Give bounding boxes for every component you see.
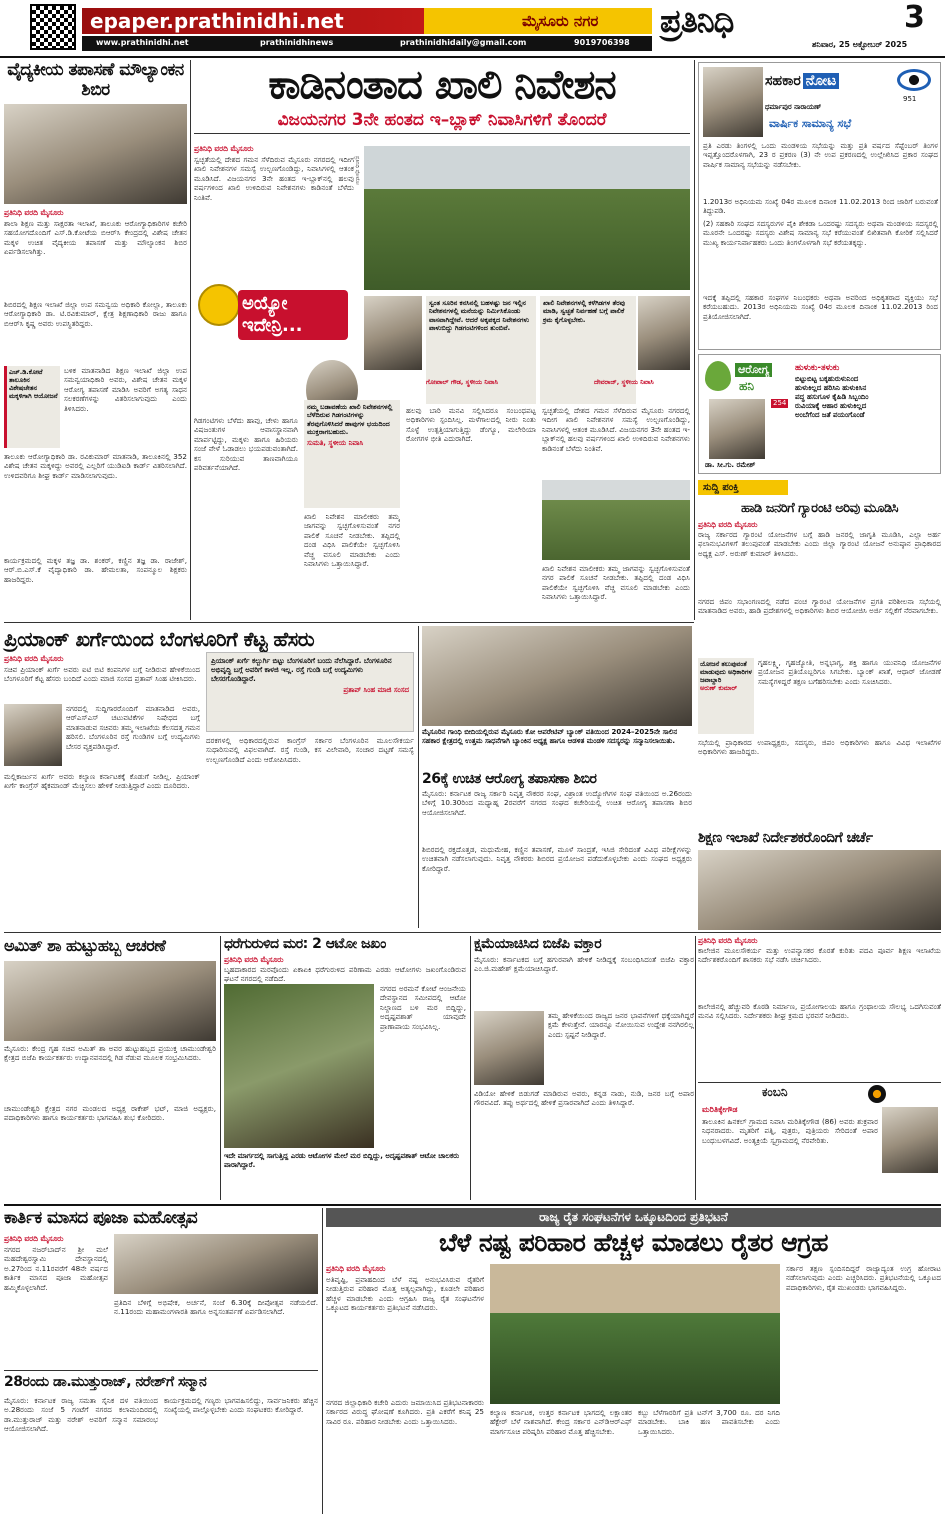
column-heading: ವಾರ್ಷಿಕ ಸಾಮಾನ್ಯ ಸಭೆ: [769, 117, 852, 130]
tree-photo-caption: ಇದೇ ಮಾರ್ಗದಲ್ಲಿ ಸಾಗುತ್ತಿದ್ದ ಎರಡು ಆಟೋಗಳ ಮೇಲೆ ಮರ ಬಿದ್ದಿದ್ದು, ಅದೃಷ್ಟವಶಾತ್ ಆಟೋ ಚಾಲಕರು ಪಾರಾಗಿದ್ದಾರೆ.: [224, 1152, 460, 1169]
quote1-name: ಗೋಪಾಲ್ ಗೌಡ, ಸ್ಥಳೀಯ ನಿವಾಸಿ: [426, 378, 498, 386]
col-rule-7: [322, 1208, 323, 1514]
education-p1: ಕಾಲೇಜಿನ ಮೂಲಸೌಕರ್ಯ ಮತ್ತು ಉಪನ್ಯಾಸಕರ ಕೊರತೆ ಕುರಿತು ಪದವಿ ಪೂರ್ವ ಶಿಕ್ಷಣ ಇಲಾಖೆಯ ನಿರ್ದೇಶಕರೊಂದಿಗೆ ಶಾಸಕರು ಸಭೆ ನಡೆಸಿ ಚರ್ಚಿಸಿದರು.: [698, 946, 941, 965]
honour-p1: ಮೈಸೂರು: ಕರ್ನಾಟಕ ರಾಜ್ಯ ಸಮತಾ ಸೈನಿಕ ದಳ ವತಿಯಿಂದ ಅ.28ರಂದು ಸಂಜೆ 5 ಗಂಟೆಗೆ ನಗರದ ಕಲಾಮಂದಿರದಲ್ಲಿ ಡಾ.ಮುತ್ತುರಾಜ್ ಮತ್ತು ನರೇಶ್ ಅವರಿಗೆ ಸನ್ಮಾನ ಸಮಾರಂಭ ಆಯೋಜಿಸಲಾಗಿದೆ.: [4, 1396, 158, 1434]
health-camp-story: [4, 60, 187, 620]
health-camp-p4: ತಾಲೂಕು ಆರೋಗ್ಯಾಧಿಕಾರಿ ಡಾ. ರವಿಕುಮಾರ್ ಮಾತನಾಡಿ, ತಾಲೂಕಿನಲ್ಲಿ 352 ವಿಶೇಷ ಚೇತನ ಮಕ್ಕಳಿದ್ದು ಅವರಲ್ಲಿ ಎಲ್ಲರಿಗೆ ಯುಡಿಐಡಿ ಕಾರ್ಡ್ ವಿತರಿಸಲಾಗಿದೆ. ಉಳಿದವರಿಗೂ ಶೀಘ್ರ ಕಾರ್ಡ್ ಮಾಡಿಸಲಾಗುವುದು.: [4, 452, 187, 480]
main-byline: ಪ್ರತಿನಿಧಿ ವರದಿ ಮೈಸೂರು: [194, 144, 254, 153]
newspaper-logo: ಪ್ರತಿನಿಧಿ: [660, 2, 734, 40]
priyank-quote-name: ಪ್ರತಾಪ್ ಸಿಂಹ ಮಾಜಿ ಸಂಸದ: [343, 686, 409, 694]
farmers-p2: ನಗರದ ಜಿಲ್ಲಾಧಿಕಾರಿ ಕಚೇರಿ ಎದುರು ಜಮಾಯಿಸಿದ ಪ್ರತಿಭಟನಾಕಾರರು ಸರ್ಕಾರದ ವಿರುದ್ಧ ಘೋಷಣೆ ಕೂಗಿದರು. ಪ್ರತಿ ಎಕರೆಗೆ ಕನಿಷ್ಠ 25 ಸಾವಿರ ರೂ. ಪರಿಹಾರ ನೀಡಬೇಕು ಎಂದು ಒತ್ತಾಯಿಸಿದರು.: [326, 1398, 484, 1426]
health-title-b: ಹನಿ: [739, 379, 754, 393]
tree-p2: ನಗರದ ಅರಮನೆ ಕೋಟೆ ಆಂಜನೇಯ ದೇವಸ್ಥಾನದ ಸಮೀಪದಲ್ಲಿ ಆಟೋ ನಿಲ್ದಾಣದ ಬಳಿ ಮರ ಬಿದ್ದಿದ್ದು, ಅದೃಷ್ಟವಶಾತ್ ಯಾವುದೇ ಪ್ರಾಣಾಪಾಯ ಸಂಭವಿಸಿಲ್ಲ.: [380, 984, 466, 1031]
farmers-kicker: ರಾಜ್ಯ ರೈತ ಸಂಘಟನೆಗಳ ಒಕ್ಕೂಟದಿಂದ ಪ್ರತಿಭಟನೆ: [326, 1208, 941, 1227]
health-camp-quote-box: [4, 366, 60, 448]
health-title-a: ಆರೋಗ್ಯ: [735, 363, 772, 377]
edition-label: ಮೈಸೂರು ನಗರ: [522, 12, 599, 30]
photo-story: [422, 626, 692, 928]
site-url[interactable]: epaper.prathinidhi.net: [90, 9, 344, 33]
health-camp-photo: [4, 104, 187, 204]
quote3-name: ಸುಮತಿ, ಸ್ಥಳೀಯ ನಿವಾಸಿ: [307, 438, 364, 447]
column-title-b: ನೋಟ: [803, 73, 839, 89]
quote2-box: [540, 296, 636, 404]
eye-icon: [897, 69, 931, 91]
fallen-tree-photo: [224, 984, 374, 1148]
main-headline: ಕಾಡಿನಂತಾದ ಖಾಲಿ ನಿವೇಶನ: [268, 62, 616, 108]
news-brief-label: ಸುದ್ದಿ ಪಂಕ್ತಿ: [698, 480, 788, 495]
health-author: ಡಾ. ಸೀ.ಗು. ರಮೇಶ್: [705, 461, 756, 469]
amit-shah-story: [4, 936, 216, 1200]
verse-line-2: ಹುಳುಕಿಲ್ಲದ ಹರಿಸಿನಿ ಹುಳುಕಿಸಿನ: [795, 384, 867, 392]
amit-shah-photo: [4, 961, 216, 1041]
kambani-text: ತಾಲೂಕಿನ ಹಿನಕಲ್ ಗ್ರಾಮದ ನಿವಾಸಿ ಮರಿತಿಕ್ಕೇಗೌಡ (86) ಅವರು ಶುಕ್ರವಾರ ನಿಧನರಾದರು. ಮೃತರಿಗೆ ಪತ್ನಿ, ಪುತ್ರರು, ಪುತ್ರಿಯರು ಸೇರಿದಂತೆ ಅಪಾರ ಬಂಧುಬಳಗವಿದೆ. ಅಂತ್ಯಕ್ರಿಯೆ ಸ್ವಗ್ರಾಮದಲ್ಲಿ ನೆರವೇರಿತು.: [702, 1117, 878, 1145]
verse-line-3: ಪದ್ಧ ಹಸುಗೂಳ ಕೈಹಿಡಿ ಸಿಬ್ಬಂದಿಂ: [795, 393, 869, 401]
verse-line-4: ರುವಿಯಾಕ್ಕೆ ಆಹಾರ ಹುಳುಕಿಲ್ಲದ: [795, 402, 867, 410]
verse-line-1: ಬಿಟ್ಟುಬಿಟ್ಟ ಬಕ್ಕಹುರುಳುನಿಂದ: [795, 375, 859, 383]
main-p3: ಖಾಲಿ ನಿವೇಶನ ಮಾಲೀಕರು ತಮ್ಮ ಜಾಗವನ್ನು ಸ್ವಚ್ಛಗೊಳಿಸುವಂತೆ ನಗರ ಪಾಲಿಕೆ ಸೂಚನೆ ನೀಡಬೇಕು. ತಪ್ಪಿದಲ್ಲಿ ದಂಡ ವಿಧಿಸಿ ಪಾಲಿಕೆಯೇ ಸ್ವಚ್ಛಗೊಳಿಸಿ ವೆಚ್ಚ ವಸೂಲಿ ಮಾಡಬೇಕು ಎಂದು ನಿವಾಸಿಗಳು ಒತ್ತಾಯಿಸಿದ್ದಾರೆ.: [304, 512, 400, 569]
farmers-p3: ಕಲ್ಯಾಣ ಕರ್ನಾಟಕ, ಉತ್ತರ ಕರ್ನಾಟಕ ಭಾಗದಲ್ಲಿ ಲಕ್ಷಾಂತರ ಹೆಕ್ಟೇರ್ ಬೆಳೆ ನಾಶವಾಗಿದೆ. ಕೇಂದ್ರ ಸರ್ಕಾರ ಎನ್‌ಡಿಆರ್‌ಎಫ್ ಮಾರ್ಗಸೂಚಿ ಪರಿಷ್ಕರಿಸಿ ಪರಿಹಾರ ಮೊತ್ತ ಹೆಚ್ಚಿಸಬೇಕು.: [490, 1408, 632, 1436]
bank-felicitation-photo: [422, 626, 692, 726]
health-camp-byline: ಪ್ರತಿನಿಧಿ ವರದಿ ಮೈಸೂರು: [4, 208, 64, 217]
education-headline: ಶಿಕ್ಷಣ ಇಲಾಖೆ ನಿರ್ದೇಶಕರೊಂದಿಗೆ ಚರ್ಚೆ: [698, 830, 873, 846]
bank-photo-caption: ಮೈಸೂರಿನ ಗಾಂಧಿ ಬೀದಿಯಲ್ಲಿರುವ ಮೈಸೂರು ಕೋ ಆಪರೇಟಿವ್ ಬ್ಯಾಂಕ್ ವತಿಯಿಂದ 2024–2025ನೇ ಸಾಲಿನ ಸಹಕಾರ ಕ್ಷೇತ್ರದಲ್ಲಿ ಉತ್ತಮ ಸಾಧನೆಗಾಗಿ ಬ್ಯಾಂಕಿನ ಅಧ್ಯಕ್ಷ ಹಾಗೂ ಆಡಳಿತ ಮಂಡಳಿ ಸದಸ್ಯರನ್ನು ಸನ್ಮಾನಿಸಲಾಯಿತು.: [422, 728, 678, 745]
edition-date: ಶನಿವಾರ, 25 ಅಕ್ಟೋಬರ್ 2025: [812, 40, 908, 49]
education-p2: ಕಾಲೇಜಿನಲ್ಲಿ ಹೆಚ್ಚುವರಿ ಕೊಠಡಿ ನಿರ್ಮಾಣ, ಪ್ರಯೋಗಾಲಯ ಹಾಗೂ ಗ್ರಂಥಾಲಯ ಸೌಲಭ್ಯ ಒದಗಿಸುವಂತೆ ಮನವಿ ಸಲ್ಲಿಸಿದರು. ನಿರ್ದೇಶಕರು ಶೀಘ್ರ ಕ್ರಮದ ಭರವಸೆ ನೀಡಿದರು.: [698, 1002, 941, 1021]
health-heading: ಹುಳುಕು-ತಳುಕು: [795, 363, 840, 373]
news-brief-byline: ಪ್ರತಿನಿಧಿ ವರದಿ ಮೈಸೂರು: [698, 520, 758, 529]
row5-rule: [4, 1370, 318, 1371]
quote2-name: ದೇವರಾಜ್, ಸ್ಥಳೀಯ ನಿವಾಸಿ: [594, 378, 654, 386]
column-p3: (2) ಸಹಕಾರಿ ಸಂಘದ ಸದಸ್ಯರುಗಳ ಪೈಕಿ ಶೇಕಡಾ ಒಂದರಷ್ಟು ಸದಸ್ಯರು ಅಥವಾ ಮಂಡಳಿಯ ಸದಸ್ಯರಲ್ಲಿ ಮೂರನೇ ಒಂದರಷ್ಟು ಸದಸ್ಯರು ವಿಶೇಷ ಸಾಮಾನ್ಯ ಸಭೆ ಕರೆಯುವಂತೆ ಲಿಖಿತವಾಗಿ ಕೋರಿಕೆ ಸಲ್ಲಿಸಿದರೆ ಮುಖ್ಯ ಕಾರ್ಯನಿರ್ವಾಹಕರು ಒಂದು ತಿಂಗಳೊಳಗಾಗಿ ಸಭೆ ಕರೆಯತಕ್ಕದ್ದು.: [703, 219, 938, 247]
columnist-name: ಧರ್ಮಾಪುರ ನಾರಾಯಣ್: [765, 103, 822, 111]
farmers-protest-photo: [490, 1264, 780, 1404]
main-p5: ಸ್ವಚ್ಛತೆಯಲ್ಲಿ ದೇಶದ ಗಮನ ಸೆಳೆದಿರುವ ಮೈಸೂರು ನಗರದಲ್ಲಿ ಇದೀಗ ಖಾಲಿ ನಿವೇಶನಗಳ ಸಮಸ್ಯೆ ಉಲ್ಬಣಗೊಂಡಿದ್ದು, ನಿವಾಸಿಗಳಲ್ಲಿ ಆತಂಕ ಮೂಡಿಸಿದೆ. ವಿಜಯನಗರ 3ನೇ ಹಂತದ ಇ-ಬ್ಲಾಕ್‌ನಲ್ಲಿ ಹಲವು ವರ್ಷಗಳಿಂದ ಖಾಲಿ ಉಳಿದಿರುವ ನಿವೇಶನಗಳು ಕಾಡಿನಂತೆ ಬೆಳೆದು ನಿಂತಿವೆ.: [542, 406, 690, 453]
news-brief-p1: ರಾಜ್ಯ ಸರ್ಕಾರದ ಗ್ಯಾರಂಟಿ ಯೋಜನೆಗಳ ಬಗ್ಗೆ ಹಾಡಿ ಜನರಲ್ಲಿ ಜಾಗೃತಿ ಮೂಡಿಸಿ, ಎಲ್ಲಾ ಅರ್ಹ ಫಲಾನುಭವಿಗಳಿಗೆ ತಲುಪುವಂತೆ ಮಾಡಬೇಕು ಎಂದು ಜಿಲ್ಲಾ ಗ್ಯಾರಂಟಿ ಯೋಜನೆ ಅನುಷ್ಠಾನ ಪ್ರಾಧಿಕಾರದ ಅಧ್ಯಕ್ಷ ಎಸ್. ಅರುಣ್ ಕುಮಾರ್ ತಿಳಿಸಿದರು.: [698, 530, 941, 558]
main-p6: ಖಾಲಿ ನಿವೇಶನ ಮಾಲೀಕರು ತಮ್ಮ ಜಾಗವನ್ನು ಸ್ವಚ್ಛಗೊಳಿಸುವಂತೆ ನಗರ ಪಾಲಿಕೆ ಸೂಚನೆ ನೀಡಬೇಕು. ತಪ್ಪಿದಲ್ಲಿ ದಂಡ ವಿಧಿಸಿ ಪಾಲಿಕೆಯೇ ಸ್ವಚ್ಛಗೊಳಿಸಿ ವೆಚ್ಚ ವಸೂಲಿ ಮಾಡಬೇಕು ಎಂದು ನಿವಾಸಿಗಳು ಒತ್ತಾಯಿಸಿದ್ದಾರೆ.: [542, 564, 690, 602]
column-number: 951: [903, 95, 917, 103]
col-rule-1: [190, 60, 191, 620]
news-brief-p4: ಸಭೆಯಲ್ಲಿ ಪ್ರಾಧಿಕಾರದ ಉಪಾಧ್ಯಕ್ಷರು, ಸದಸ್ಯರು, ಜಿಪಂ ಅಧಿಕಾರಿಗಳು ಹಾಗೂ ವಿವಿಧ ಇಲಾಖೆಗಳ ಅಧಿಕಾರಿಗಳು ಹಾಜರಿದ್ದರು.: [698, 738, 941, 757]
health-author-photo: [709, 399, 765, 459]
honour-p2: ಕಾರ್ಯಕ್ರಮದಲ್ಲಿ ಗಣ್ಯರು ಭಾಗವಹಿಸಲಿದ್ದು, ಸಾರ್ವಜನಿಕರು ಹೆಚ್ಚಿನ ಸಂಖ್ಯೆಯಲ್ಲಿ ಪಾಲ್ಗೊಳ್ಳಬೇಕು ಎಂದು ಸಂಘಟಕರು ಕೋರಿದ್ದಾರೆ.: [164, 1396, 318, 1415]
column-title: [765, 73, 839, 89]
health-camp-p2: ಶಿಬಿರದಲ್ಲಿ ಶಿಕ್ಷಣ ಇಲಾಖೆ ಜಿಲ್ಲಾ ಉಪ ಸಮನ್ವಯ ಅಧಿಕಾರಿ ಕೋಲ್ಲಾ, ತಾಲೂಕು ಆರೋಗ್ಯಾಧಿಕಾರಿ ಡಾ. ಟಿ.ರವಿಕುಮಾರ್, ಕ್ಷೇತ್ರ ಶಿಕ್ಷಣಾಧಿಕಾರಿ ರಾಜು ಹಾಗೂ ಬಿಆರ್‌ಸಿ ಕೃಷ್ಣ ಅವರು ಉಪಸ್ಥಿತರಿದ್ದರು.: [4, 300, 187, 328]
education-story: [698, 830, 941, 934]
masthead: [0, 0, 945, 56]
priyank-byline: ಪ್ರತಿನಿಧಿ ವರದಿ ಮೈಸೂರು: [4, 654, 64, 663]
bjp-story: [474, 936, 694, 1200]
quote3-text: ನಮ್ಮ ಬಡಾವಣೆಯ ಖಾಲಿ ನಿವೇಶನಗಳಲ್ಲಿ ಬೆಳೆದಿರುವ ಗಿಡಗಂಟಿಗಳನ್ನು ತೆರವುಗೊಳಿಸಿದರೆ ಹಾವುಗಳ ಭಯದಿಂದ ಮುಕ್ತರಾಗಬಹುದು.: [307, 403, 393, 437]
quote2-text: ಖಾಲಿ ನಿವೇಶನಗಳಲ್ಲಿ ಕಳೆಗಿಡಗಳ ತೆರವು ಮಾಡಿ, ಸ್ವಚ್ಛತೆ ನಿರ್ವಹಣೆ ಬಗ್ಗೆ ಪಾಲಿಕೆ ಕ್ರಮ ಕೈಗೊಳ್ಳಬೇಕು.: [543, 299, 626, 324]
health-verse: [795, 375, 939, 420]
karthika-byline: ಪ್ರತಿನಿಧಿ ವರದಿ ಮೈಸೂರು: [4, 1234, 64, 1243]
bjp-spokesperson-photo: [474, 1011, 544, 1085]
honour-headline: 28ರಂದು ಡಾ.ಮುತ್ತುರಾಜ್, ನರೇಶ್‌ಗೆ ಸನ್ಮಾನ: [4, 1374, 207, 1390]
main-p2: ಗಿಡಗಂಟಿಗಳು ಬೆಳೆದು ಹಾವು, ಚೇಳು ಹಾಗೂ ವಿಷಜಂತುಗಳ ಆವಾಸಸ್ಥಾನವಾಗಿ ಮಾರ್ಪಟ್ಟಿದ್ದು, ಮಕ್ಕಳು ಹಾಗೂ ಹಿರಿಯರು ಸಂಜೆ ವೇಳೆ ಓಡಾಡಲು ಭಯಪಡುವಂತಾಗಿದೆ. ಕಸ ಸುರಿಯುವ ತಾಣವಾಗಿಯೂ ಪರಿವರ್ತನೆಯಾಗಿದೆ.: [194, 416, 298, 473]
qr-code-icon: [30, 4, 76, 50]
news-brief-p3: ಗೃಹಲಕ್ಷ್ಮಿ, ಗೃಹಜ್ಯೋತಿ, ಅನ್ನಭಾಗ್ಯ, ಶಕ್ತಿ ಹಾಗೂ ಯುವನಿಧಿ ಯೋಜನೆಗಳ ಪ್ರಯೋಜನ ಪ್ರತಿಯೊಬ್ಬರಿಗೂ ಸಿಗಬೇಕು. ಬ್ಯಾಂಕ್ ಖಾತೆ, ಆಧಾರ್ ಜೋಡಣೆ ಸಮಸ್ಯೆಗಳಿದ್ದರೆ ತಕ್ಷಣ ಬಗೆಹರಿಸಬೇಕು ಎಂದು ಸೂಚಿಸಿದರು.: [758, 658, 941, 686]
farmers-story: [326, 1208, 941, 1514]
row2-rule: [4, 622, 694, 623]
phone-number[interactable]: 9019706398: [574, 38, 630, 47]
row3-rule: [4, 932, 941, 933]
education-text: [698, 936, 941, 1076]
bjp-p3: ವಿಡಿಯೋ ಹೇಳಿಕೆ ಬಿಡುಗಡೆ ಮಾಡಿರುವ ಅವರು, ಕನ್ನಡ ನಾಡು, ನುಡಿ, ಜನರ ಬಗ್ಗೆ ಅಪಾರ ಗೌರವವಿದೆ. ತಪ್ಪು ಅರ್ಥದಲ್ಲಿ ಹೇಳಿಕೆ ಪ್ರಸಾರವಾಗಿದೆ ಎಂದು ತಿಳಿಸಿದ್ದಾರೆ.: [474, 1089, 694, 1108]
news-brief-p2: ನಗರದ ಜಿಪಂ ಸಭಾಂಗಣದಲ್ಲಿ ನಡೆದ ಪಂಚ ಗ್ಯಾರಂಟಿ ಯೋಜನೆಗಳ ಪ್ರಗತಿ ಪರಿಶೀಲನಾ ಸಭೆಯಲ್ಲಿ ಮಾತನಾಡಿದ ಅವರು, ಹಾಡಿ ಪ್ರದೇಶಗಳಲ್ಲಿ ಅಧಿಕಾರಿಗಳು ಶಿಬಿರ ಆಯೋಜಿಸಿ ಅರ್ಜಿ ಸಲ್ಲಿಕೆಗೆ ನೆರವಾಗಬೇಕು.: [698, 597, 941, 616]
web-address[interactable]: www.prathinidhi.net: [96, 38, 189, 47]
columnist-photo: [703, 67, 763, 137]
col-rule-3: [418, 626, 419, 928]
ayyo-sticker: [194, 280, 354, 360]
honour-story: [4, 1374, 318, 1514]
amit-shah-headline: ಅಮಿತ್ ಶಾ ಹುಟ್ಟುಹಬ್ಬ ಆಚರಣೆ: [4, 936, 166, 955]
col-rule-6: [695, 936, 696, 1200]
col-rule-2: [694, 60, 695, 620]
health-camp-p3: ಬಳಿಕ ಮಾತನಾಡಿದ ಶಿಕ್ಷಣ ಇಲಾಖೆ ಜಿಲ್ಲಾ ಉಪ ಸಮನ್ವಯಾಧಿಕಾರಿ ಅವರು, ವಿಶೇಷ ಚೇತನ ಮಕ್ಕಳ ಆರೋಗ್ಯ ತಪಾಸಣೆ ಮಾಡಿಸಿ ಅವರಿಗೆ ಅಗತ್ಯ ಸಾಧನ ಸಲಕರಣೆಗಳನ್ನು ವಿತರಿಸಲಾಗುವುದು ಎಂದು ತಿಳಿಸಿದರು.: [64, 366, 187, 413]
arogya-hani: [698, 354, 941, 474]
social-handle[interactable]: prathinidhinews: [260, 38, 334, 47]
tree-headline: ಧರೆಗುರುಳಿದ ಮರ: 2 ಆಟೋ ಜಖಂ: [224, 936, 386, 952]
news-brief-quote-box: [698, 658, 754, 734]
priyank-quote: ಪ್ರಿಯಾಂಕ್ ಖರ್ಗೆ ಕಲ್ಬುರ್ಗಿ ಬಿಟ್ಟು ಬೆಂಗಳೂರಿಗೆ ಬಂದು ನೆಲೆಸಿದ್ದಾರೆ. ಬೆಂಗಳೂರಿನ ಅಭಿವೃದ್ಧಿ ಬಗ್ಗೆ ಅವರಿಗೆ ಕಾಳಜಿ ಇಲ್ಲ. ರಸ್ತೆ ಗುಂಡಿ ಬಗ್ಗೆ ಉದ್ಯಮಿಗಳು ಬೇಸರಗೊಂಡಿದ್ದಾರೆ.: [211, 657, 392, 683]
main-photo-overgrown: [542, 480, 690, 560]
page-number: 3: [904, 0, 925, 35]
priyank-p3: ಮಲ್ಲಿಕಾರ್ಜುನ ಖರ್ಗೆ ಅವರು ಕಲ್ಯಾಣ ಕರ್ನಾಟಕಕ್ಕೆ ಕೊಡುಗೆ ನೀಡಿಲ್ಲ. ಪ್ರಿಯಾಂಕ್ ಖರ್ಗೆ ಕಾಂಗ್ರೆಸ್ ಹೈಕಮಾಂಡ್ ಮೆಚ್ಚಿಸಲು ಹೇಳಿಕೆ ನೀಡುತ್ತಿದ್ದಾರೆ ಎಂದು ದೂರಿದರು.: [4, 772, 200, 791]
tree-story: [224, 936, 466, 1200]
priyank-headline: ಪ್ರಿಯಾಂಕ್ ಖರ್ಗೆಯಿಂದ ಬೆಂಗಳೂರಿಗೆ ಕೆಟ್ಟ ಹೆಸರು: [4, 627, 315, 651]
main-story: [194, 60, 690, 620]
health-camp-p5: ಕಾರ್ಯಕ್ರಮದಲ್ಲಿ ಮಕ್ಕಳ ತಜ್ಞ ಡಾ. ಶಂಕರ್, ಕಣ್ಣಿನ ತಜ್ಞ ಡಾ. ರಾಜೇಶ್, ಆರ್.ಬಿ.ಎಸ್.ಕೆ ವೈದ್ಯಾಧಿಕಾರಿ ಡಾ. ಹೇಮಲತಾ, ಸಂಪನ್ಮೂಲ ಶಿಕ್ಷಕರು ಹಾಜರಿದ್ದರು.: [4, 556, 187, 584]
farmers-headline: ಬೆಳೆ ನಷ್ಟ ಪರಿಹಾರ ಹೆಚ್ಚಳ ಮಾಡಲು ರೈತರ ಆಗ್ರಹ: [439, 1228, 828, 1257]
main-p1: ಸ್ವಚ್ಛತೆಯಲ್ಲಿ ದೇಶದ ಗಮನ ಸೆಳೆದಿರುವ ಮೈಸೂರು ನಗರದಲ್ಲಿ ಇದೀಗ ಖಾಲಿ ನಿವೇಶನಗಳ ಸಮಸ್ಯೆ ಉಲ್ಬಣಗೊಂಡಿದ್ದು, ನಿವಾಸಿಗಳಲ್ಲಿ ಆತಂಕ ಮೂಡಿಸಿದೆ. ವಿಜಯನಗರ 3ನೇ ಹಂತದ ಇ-ಬ್ಲಾಕ್‌ನಲ್ಲಿ ಹಲವು ವರ್ಷಗಳಿಂದ ಖಾಲಿ ಉಳಿದಿರುವ ನಿವೇಶನಗಳು ಕಾಡಿನಂತೆ ಬೆಳೆದು ನಿಂತಿವೆ.: [194, 155, 354, 202]
bjp-headline: ಕ್ಷಮೆಯಾಚಿಸಿದ ಬಿಜೆಪಿ ವಕ್ತಾರ: [474, 936, 602, 952]
farmers-p5: ಸರ್ಕಾರ ತಕ್ಷಣ ಸ್ಪಂದಿಸದಿದ್ದರೆ ರಾಜ್ಯಾದ್ಯಂತ ಉಗ್ರ ಹೋರಾಟ ನಡೆಸಲಾಗುವುದು ಎಂದು ಎಚ್ಚರಿಸಿದರು. ಪ್ರತಿಭಟನೆಯಲ್ಲಿ ಒಕ್ಕೂಟದ ಪದಾಧಿಕಾರಿಗಳು, ರೈತ ಮುಖಂಡರು ಭಾಗವಹಿಸಿದ್ದರು.: [786, 1264, 941, 1292]
column-p4: ಇದಕ್ಕೆ ತಪ್ಪಿದಲ್ಲಿ ಸಹಕಾರ ಸಂಘಗಳ ನಿಬಂಧಕರು ಅಥವಾ ಅವರಿಂದ ಅಧಿಕೃತರಾದ ವ್ಯಕ್ತಿಯು ಸಭೆ ಕರೆಯಬಹುದು. 2013ರ ಅಧಿನಿಯಮ ಸಂಖ್ಯೆ 04ರ ಮೂಲಕ ದಿನಾಂಕ 11.02.2013 ರಿಂದ ಪ್ರತಿಯೋಜಿಸಲಾಗಿದೆ.: [703, 293, 938, 321]
main-photo-vacant-site: [364, 146, 690, 290]
karthika-p1: ನಗರದ ನಜರ್‌ಬಾದ್‌ನ ಶ್ರೀ ಮಲೆ ಮಹದೇಶ್ವರಸ್ವಾಮಿ ದೇವಸ್ಥಾನದಲ್ಲಿ ಅ.27ರಿಂದ ನ.11ರವರೆಗೆ 48ನೇ ವರ್ಷದ ಕಾರ್ತಿಕ ಮಾಸದ ಪೂಜಾ ಮಹೋತ್ಸವ ಹಮ್ಮಿಕೊಳ್ಳಲಾಗಿದೆ.: [4, 1245, 108, 1292]
kambani-label: ಕಂಬನಿ: [762, 1085, 788, 1099]
priyank-p2: ನಗರದಲ್ಲಿ ಸುದ್ದಿಗಾರರೊಂದಿಗೆ ಮಾತನಾಡಿದ ಅವರು, ಆರ್‌ಎಸ್‌ಎಸ್ ಚಟುವಟಿಕೆಗಳ ನಿಷೇಧದ ಬಗ್ಗೆ ಮಾತನಾಡುವ ಸಚಿವರು ತಮ್ಮ ಇಲಾಖೆಯ ಕೆಲಸದತ್ತ ಗಮನ ಹರಿಸಲಿ. ಬೆಂಗಳೂರಿನ ರಸ್ತೆ ಗುಂಡಿಗಳ ಬಗ್ಗೆ ಉದ್ಯಮಿಗಳು ಬೇಸರ ವ್ಯಕ್ತಪಡಿಸಿದ್ದಾರೆ.: [66, 704, 200, 751]
news-brief-headline: ಹಾಡಿ ಜನರಿಗೆ ಗ್ಯಾರಂಟಿ ಅರಿವು ಮೂಡಿಸಿ: [740, 501, 899, 516]
priyank-quote-box: [206, 652, 414, 732]
amit-shah-p2: ಚಾಮುಂಡೇಶ್ವರಿ ಕ್ಷೇತ್ರದ ನಗರ ಮಂಡಲದ ಅಧ್ಯಕ್ಷ ರಾಕೇಶ್ ಭಟ್, ಮಾಜಿ ಅಧ್ಯಕ್ಷರು, ಪದಾಧಿಕಾರಿಗಳು ಹಾಗೂ ಕಾರ್ಯಕರ್ತರು ಭಾಗವಹಿಸಿ ಶುಭ ಕೋರಿದರು.: [4, 1104, 216, 1123]
sticker-text: ಅಯ್ಯೋ ಇದೇನ್ರಿ...: [238, 290, 348, 340]
education-byline: ಪ್ರತಿನಿಧಿ ವರದಿ ಮೈಸೂರು: [698, 936, 758, 945]
kambani-obituary: [698, 1082, 941, 1200]
kambani-name: ಮರಿತಿಕ್ಕೇಗೌಡ: [702, 1105, 738, 1114]
free-camp-p2: ಶಿಬಿರದಲ್ಲಿ ರಕ್ತದೊತ್ತಡ, ಮಧುಮೇಹ, ಕಣ್ಣಿನ ತಪಾಸಣೆ, ಮೂಳೆ ಸಾಂದ್ರತೆ, ಇಸಿಜಿ ಸೇರಿದಂತೆ ವಿವಿಧ ಪರೀಕ್ಷೆಗಳನ್ನು ಉಚಿತವಾಗಿ ನಡೆಸಲಾಗುವುದು. ನಿವೃತ್ತ ನೌಕರರು ಶಿಬಿರದ ಪ್ರಯೋಜನ ಪಡೆದುಕೊಳ್ಳಬೇಕು ಎಂದು ಸಂಘದ ಅಧ್ಯಕ್ಷರು ಕೋರಿದ್ದಾರೆ.: [422, 845, 692, 873]
health-number: 254: [773, 399, 787, 407]
free-camp-p1: ಮೈಸೂರು: ಕರ್ನಾಟಕ ರಾಜ್ಯ ಸರ್ಕಾರಿ ನಿವೃತ್ತ ನೌಕರರ ಸಂಘ, ವಿಶ್ರಾಂತ ಉದ್ಯೋಗಿಗಳ ಸಂಘ ವತಿಯಿಂದ ಅ.26ರಂದು ಬೆಳಿಗ್ಗೆ 10.30ರಿಂದ ಮಧ್ಯಾಹ್ನ 2ರವರೆಗೆ ನಗರದ ಸಂಘದ ಕಚೇರಿಯಲ್ಲಿ ಉಚಿತ ಆರೋಗ್ಯ ತಪಾಸಣಾ ಶಿಬಿರ ಆಯೋಜಿಸಲಾಗಿದೆ.: [422, 789, 692, 817]
tree-byline: ಪ್ರತಿನಿಧಿ ವರದಿ ಮೈಸೂರು: [224, 955, 284, 964]
priyank-p1: ಸಚಿವ ಪ್ರಿಯಾಂಕ್ ಖರ್ಗೆ ಅವರು ಐಟಿ ಬಿಟಿ ಕಂಪನಿಗಳ ಬಗ್ಗೆ ನೀಡಿರುವ ಹೇಳಿಕೆಯಿಂದ ಬೆಂಗಳೂರಿಗೆ ಕೆಟ್ಟ ಹೆಸರು ಬಂದಿದೆ ಎಂದು ಮಾಜಿ ಸಂಸದ ಪ್ರತಾಪ್ ಸಿಂಹ ಟೀಕಿಸಿದರು.: [4, 665, 200, 684]
lamp-icon: [868, 1085, 886, 1103]
farmers-p1: ಅತಿವೃಷ್ಟಿ, ಪ್ರವಾಹದಿಂದ ಬೆಳೆ ನಷ್ಟ ಅನುಭವಿಸಿರುವ ರೈತರಿಗೆ ನೀಡುತ್ತಿರುವ ಪರಿಹಾರ ಮೊತ್ತ ಅತ್ಯಲ್ಪವಾಗಿದ್ದು, ಕೂಡಲೇ ಪರಿಹಾರ ಹೆಚ್ಚಳ ಮಾಡಬೇಕು ಎಂದು ಆಗ್ರಹಿಸಿ ರಾಜ್ಯ ರೈತ ಸಂಘಟನೆಗಳ ಒಕ್ಕೂಟದ ಕಾರ್ಯಕರ್ತರು ಪ್ರತಿಭಟನೆ ನಡೆಸಿದರು.: [326, 1275, 484, 1313]
col-rule-4: [220, 936, 221, 1200]
health-camp-quote: ಎಚ್.ಡಿ.ಕೋಟೆ ತಾಲೂಕಿನ ವಿಶೇಷಚೇತನ ಮಕ್ಕಳಿಗಾಗಿ ಆಯೋಜನೆ: [9, 368, 58, 400]
health-camp-headline: ವೈದ್ಯಕೀಯ ತಪಾಸಣೆ ಮೌಲ್ಯಾಂಕನ ಶಿಬಿರ: [7, 60, 184, 100]
drop-icon: [705, 361, 731, 391]
sahakara-column: [698, 62, 941, 350]
education-meeting-photo: [698, 850, 941, 930]
column-p1: ಪ್ರತಿ ಎರಡು ತಿಂಗಳಲ್ಲಿ ಒಂದು ಮಂಡಳಿಯ ಸಭೆಯನ್ನು ಮತ್ತು ಪ್ರತಿ ವರ್ಷದ ಸೆಪ್ಟೆಂಬರ್ ತಿಂಗಳ ಇಪ್ಪತ್ತೊಂದರೊಳಗಾಗಿ, 23 ರ ಪ್ರಕರಣ (3) ನೇ ಉಪ ಪ್ರಕರಣದಲ್ಲಿ ಉಲ್ಲೇಖಿಸಿದ ಪ್ರಕಾರ ಸಂಘದ ವಾರ್ಷಿಕ ಸಾಮಾನ್ಯ ಸಭೆಯನ್ನು ನಡೆಸಬೇಕು.: [703, 141, 938, 169]
news-brief-quote: ಯೋಜನೆ ತಲುಪುವಂತೆ ಮಾಡುವುದು ಅಧಿಕಾರಿಗಳ ಜವಾಬ್ದಾರಿ: [700, 660, 752, 684]
row4-rule: [4, 1204, 941, 1206]
main-subhead: ವಿಜಯನಗರ 3ನೇ ಹಂತದ ಇ–ಬ್ಲಾಕ್ ನಿವಾಸಿಗಳಿಗೆ ತೊಂದರೆ: [194, 110, 690, 134]
priyank-p4: ದರಕಗಳಲ್ಲಿ ಅಧಿಕಾರದಲ್ಲಿರುವ ಕಾಂಗ್ರೆಸ್ ಸರ್ಕಾರ ಬೆಂಗಳೂರಿನ ಮೂಲಸೌಕರ್ಯ ಸುಧಾರಿಸುವಲ್ಲಿ ವಿಫಲವಾಗಿದೆ. ರಸ್ತೆ ಗುಂಡಿ, ಕಸ ವಿಲೇವಾರಿ, ಸಂಚಾರ ದಟ್ಟಣೆ ಸಮಸ್ಯೆ ಉಲ್ಬಣಗೊಂಡಿದೆ ಎಂದು ಆರೋಪಿಸಿದರು.: [206, 736, 414, 764]
priyank-story: [4, 626, 414, 928]
emoji-face-icon: [198, 284, 240, 326]
farmers-p4: ಕಬ್ಬು ಬೆಳೆಗಾರರಿಗೆ ಪ್ರತಿ ಟನ್‌ಗೆ 3,700 ರೂ. ದರ ನಿಗದಿ ಮಾಡಬೇಕು. ಬಾಕಿ ಹಣ ಪಾವತಿಸಬೇಕು ಎಂದು ಒತ್ತಾಯಿಸಿದರು.: [638, 1408, 780, 1436]
bjp-p1: ಮೈಸೂರು: ಕರ್ನಾಟಕದ ಬಗ್ಗೆ ಹಗುರವಾಗಿ ಹೇಳಿಕೆ ನೀಡಿದ್ದಕ್ಕೆ ಸಂಬಂಧಿಸಿದಂತೆ ಬಿಜೆಪಿ ವಕ್ತಾರ ಎಂ.ಜಿ.ಮಹೇಶ್ ಕ್ಷಮೆಯಾಚಿಸಿದ್ದಾರೆ.: [474, 955, 694, 974]
quote1-text: ಸ್ವಂತ ಸೂರಿನ ಕನಸಿನಲ್ಲಿ ಬಹಳಷ್ಟು ಜನ ಇಲ್ಲಿನ ನಿವೇಶನಗಳಲ್ಲಿ ಮನೆಯನ್ನು ನಿರ್ಮಿಸಿಕೊಂಡು ವಾಸವಾಗಿದ್ದೇವೆ. ಆದರೆ ಅಕ್ಕಪಕ್ಕದ ನಿವೇಶನಗಳು ಪಾಳುಬಿದ್ದು ಗಿಡಗಂಟಿಗಳಿಂದ ತುಂಬಿವೆ.: [429, 299, 530, 333]
col-rule-5: [470, 936, 471, 1200]
column-p2: 1.2013ರ ಅಧಿನಿಯಮ ಸಂಖ್ಯೆ 04ರ ಮೂಲಕ ದಿನಾಂಕ 11.02.2013 ರಿಂದ ಜಾರಿಗೆ ಬರುವಂತೆ ತಿದ್ದುಪಡಿ.: [703, 197, 938, 216]
karthika-headline: ಕಾರ್ತಿಕ ಮಾಸದ ಪೂಜಾ ಮಹೋತ್ಸವ: [4, 1208, 198, 1228]
news-brief-quote-name: ಅರುಣ್ ಕುಮಾರ್: [700, 684, 738, 692]
column-title-a: ಸಹಕಾರ: [765, 73, 801, 89]
bjp-p2: ತಮ್ಮ ಹೇಳಿಕೆಯಿಂದ ರಾಜ್ಯದ ಜನರ ಭಾವನೆಗಳಿಗೆ ಧಕ್ಕೆಯಾಗಿದ್ದರೆ ಕ್ಷಮೆ ಕೇಳುತ್ತೇನೆ. ಯಾರನ್ನೂ ನೋಯಿಸುವ ಉದ್ದೇಶ ನನಗಿರಲಿಲ್ಲ ಎಂದು ಸ್ಪಷ್ಟನೆ ನೀಡಿದ್ದಾರೆ.: [548, 1011, 694, 1039]
karthika-p2: ಪ್ರತಿದಿನ ಬೆಳಿಗ್ಗೆ ಅಭಿಷೇಕ, ಅರ್ಚನೆ, ಸಂಜೆ 6.30ಕ್ಕೆ ದೀಪೋತ್ಸವ ನಡೆಯಲಿದೆ. ನ.11ರಂದು ಮಹಾಮಂಗಳಾರತಿ ಹಾಗೂ ಅನ್ನಸಂತರ್ಪಣೆ ಏರ್ಪಡಿಸಲಾಗಿದೆ.: [114, 1298, 318, 1317]
resident-photo-devaraj: [638, 296, 690, 370]
email-address[interactable]: prathinidhidaily@gmail.com: [400, 38, 527, 47]
quote1-box: [426, 296, 536, 404]
tree-p1: ಬೃಹದಾಕಾರದ ಮರವೊಂದು ಏಕಾಏಕಿ ಧರೆಗುರುಳಿದ ಪರಿಣಾಮ ಎರಡು ಆಟೋಗಳು ಜಖಂಗೊಂಡಿರುವ ಘಟನೆ ನಗರದಲ್ಲಿ ನಡೆದಿದೆ.: [224, 965, 466, 984]
main-photo-credit: ಪ್ರತಿನಿಧಿ ಫೋಟೋ: [354, 156, 360, 185]
main-p4: ಹಲವು ಬಾರಿ ಮನವಿ ಸಲ್ಲಿಸಿದರೂ ಸಂಬಂಧಪಟ್ಟ ಅಧಿಕಾರಿಗಳು ಸ್ಪಂದಿಸಿಲ್ಲ. ಮಳೆಗಾಲದಲ್ಲಿ ನೀರು ನಿಂತು ಸೊಳ್ಳೆ ಉತ್ಪತ್ತಿಯಾಗುತ್ತಿದ್ದು ಡೆಂಗ್ಯೂ, ಮಲೇರಿಯಾ ರೋಗಗಳ ಭೀತಿ ಎದುರಾಗಿದೆ.: [406, 406, 536, 444]
farmers-byline: ಪ್ರತಿನಿಧಿ ವರದಿ ಮೈಸೂರು: [326, 1264, 386, 1273]
masthead-rule: [0, 56, 945, 58]
free-camp-headline: 26ಕ್ಕೆ ಉಚಿತ ಆರೋಗ್ಯ ತಪಾಸಣಾ ಶಿಬಿರ: [422, 771, 597, 787]
karthika-photo: [114, 1234, 318, 1294]
health-camp-p1: ಶಾಲಾ ಶಿಕ್ಷಣ ಮತ್ತು ಸಾಕ್ಷರತಾ ಇಲಾಖೆ, ತಾಲೂಕು ಆರೋಗ್ಯಾಧಿಕಾರಿಗಳ ಕಚೇರಿ ಸಹಯೋಗದೊಂದಿಗೆ ಎಸ್.ಡಿ.ಕೋಟೆಯ ಬಿಆರ್‌ಸಿ ಕೇಂದ್ರದಲ್ಲಿ ವಿಶೇಷ ಚೇತನ ಮಕ್ಕಳ ಉಚಿತ ವೈದ್ಯಕೀಯ ತಪಾಸಣೆ ಮತ್ತು ಮೌಲ್ಯಾಂಕನ ಶಿಬಿರ ಏರ್ಪಡಿಸಲಾಗಿತ್ತು.: [4, 219, 187, 257]
verse-line-5: ಅಂಬೆಗೆಂದ ಜತೆ ಪಯಂಗೊಂಡೆ: [795, 411, 865, 419]
pratap-simha-photo: [4, 704, 62, 766]
quote3-box: [304, 400, 400, 508]
amit-shah-p1: ಮೈಸೂರು: ಕೇಂದ್ರ ಗೃಹ ಸಚಿವ ಅಮಿತ್ ಶಾ ಅವರ ಹುಟ್ಟುಹಬ್ಬದ ಪ್ರಯುಕ್ತ ಚಾಮುಂಡೇಶ್ವರಿ ಕ್ಷೇತ್ರದ ಬಿಜೆಪಿ ಕಾರ್ಯಕರ್ತರು ಉದ್ಯಾನವನದಲ್ಲಿ ಗಿಡ ನೆಡುವ ಮೂಲಕ ಸಂಭ್ರಮಿಸಿದರು.: [4, 1044, 216, 1063]
resident-photo-gopal: [364, 296, 422, 370]
karthika-story: [4, 1208, 318, 1366]
kambani-photo: [882, 1107, 938, 1173]
